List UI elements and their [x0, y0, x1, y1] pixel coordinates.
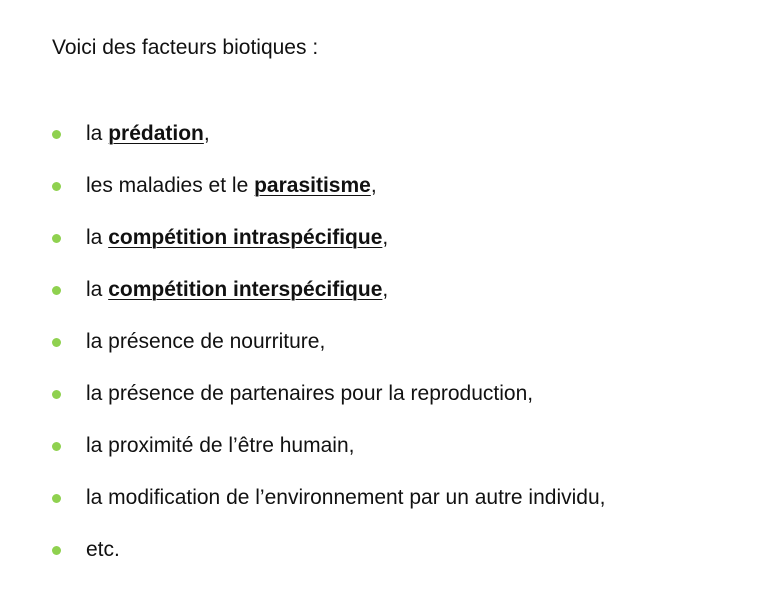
content — [52, 34, 752, 561]
list-item — [52, 224, 752, 276]
intro-text: Voici des facteurs biotiques : — [52, 36, 319, 59]
item-prefix: la présence de nourriture, — [86, 330, 326, 353]
list-item-text — [86, 484, 605, 512]
list-item — [52, 380, 752, 432]
list-item-text — [86, 536, 120, 564]
list-item — [52, 484, 752, 536]
list-item — [52, 536, 752, 588]
item-term: parasitisme — [254, 174, 371, 197]
biotic-factors-list — [52, 120, 752, 588]
list-item-text — [86, 380, 533, 408]
bullet-icon — [52, 234, 61, 243]
item-term: compétition intraspécifique — [108, 226, 383, 249]
item-term: compétition interspécifique — [108, 278, 383, 301]
item-suffix: , — [382, 278, 389, 301]
bullet-icon — [52, 390, 61, 399]
item-prefix: la proximité de l’être humain, — [86, 434, 355, 457]
item-prefix: la — [86, 278, 109, 301]
item-prefix: la — [86, 122, 109, 145]
bullet-icon — [52, 130, 61, 139]
list-item — [52, 172, 752, 224]
list-item — [52, 276, 752, 328]
list-item-text — [86, 276, 388, 304]
item-suffix: , — [203, 122, 210, 145]
list-item-text — [86, 432, 354, 460]
item-suffix: , — [370, 174, 377, 197]
list-item — [52, 432, 752, 484]
item-prefix: la modification de l’environnement par un autre individu, — [86, 486, 606, 509]
list-item-text — [86, 328, 325, 356]
item-prefix: la présence de partenaires pour la reproduction, — [86, 382, 534, 405]
bullet-icon — [52, 182, 61, 191]
bullet-icon — [52, 286, 61, 295]
list-item — [52, 328, 752, 380]
item-prefix: etc. — [86, 538, 120, 561]
bullet-icon — [52, 338, 61, 347]
list-item-text — [86, 120, 210, 148]
bullet-icon — [52, 442, 61, 451]
item-prefix: les maladies et le — [86, 174, 255, 197]
bullet-icon — [52, 546, 61, 555]
item-prefix: la — [86, 226, 109, 249]
list-item-text — [86, 224, 388, 252]
list-item-text — [86, 172, 377, 200]
item-suffix: , — [382, 226, 389, 249]
list-item — [52, 120, 752, 172]
bullet-icon — [52, 494, 61, 503]
item-term: prédation — [108, 122, 204, 145]
